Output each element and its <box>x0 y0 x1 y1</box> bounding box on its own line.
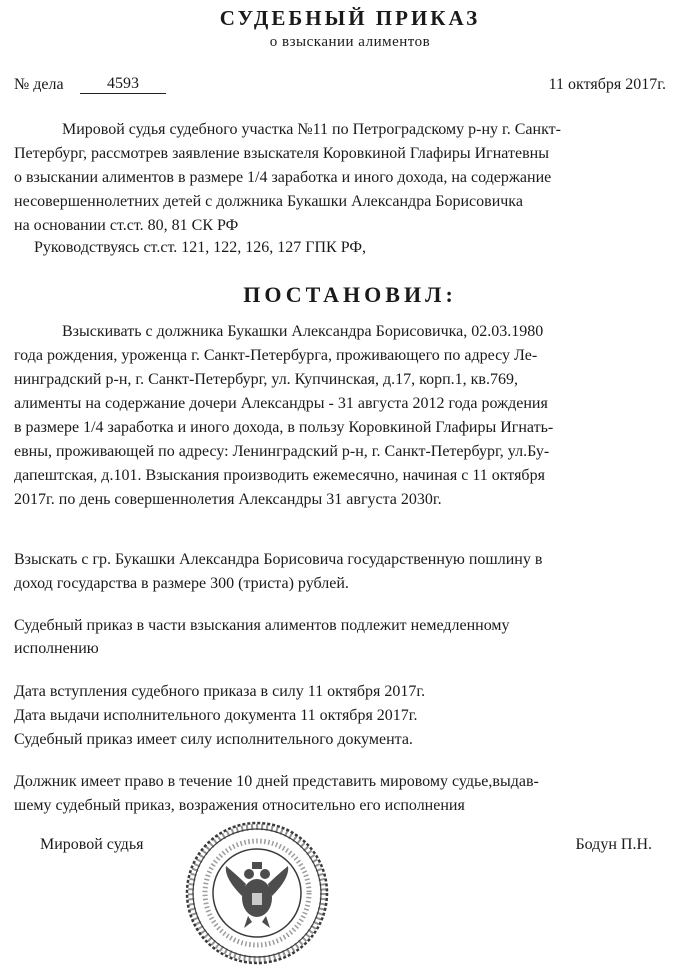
execution-line: исполнению <box>14 640 99 657</box>
case-number-value: 4593 <box>80 75 166 94</box>
decision-line: нинградский р-н, г. Санкт-Петербург, ул. Купчинская, д.17, корп.1, кв.769, <box>14 371 518 388</box>
case-number-label: № дела <box>14 76 64 93</box>
document-title: СУДЕБНЫЙ ПРИКАЗ <box>219 6 481 30</box>
decision-line: дапештская, д.101. Взыскания производить ежемесячно, начиная с 11 октября <box>14 467 545 484</box>
intro-line: о взыскании алиментов в размере 1/4 заработка и иного дохода, на содержание <box>14 169 552 186</box>
intro-line: Петербург, рассмотрев заявление взыскателя Коровкиной Глафиры Игнатевны <box>14 145 549 162</box>
fee-line: Взыскать с гр. Букашки Александра Борисовича государственную пошлину в <box>14 551 543 568</box>
intro-line: на основании ст.ст. 80, 81 СК РФ <box>14 217 239 234</box>
execution-line: Судебный приказ в части взыскания алиментов подлежит немедленному <box>14 617 510 634</box>
rights-line: шему судебный приказ, возражения относительно его исполнения <box>14 797 465 814</box>
dates-line: Судебный приказ имеет силу исполнительного документа. <box>14 731 413 748</box>
decision-line: Взыскивать с должника Букашки Александра Борисовичка, 02.03.1980 <box>62 323 544 340</box>
intro-line: Руководствуясь ст.ст. 121, 122, 126, 127 ГПК РФ, <box>34 239 366 256</box>
dates-line: Дата вступления судебного приказа в силу 11 октября 2017г. <box>14 683 426 700</box>
dates-line: Дата выдачи исполнительного документа 11 октября 2017г. <box>14 707 418 724</box>
fee-line: доход государства в размере 300 (триста) рублей. <box>14 575 349 592</box>
intro-line: несовершеннолетних детей с должника Букашки Александра Борисовичка <box>14 193 523 210</box>
decision-heading: ПОСТАНОВИЛ: <box>243 282 457 307</box>
intro-line: Мировой судья судебного участка №11 по Петроградскому р-ну г. Санкт- <box>62 121 561 138</box>
decision-line: евны, проживающей по адресу: Ленинградский р-н, г. Санкт-Петербург, ул.Бу- <box>14 443 550 460</box>
signature-name: Бодун П.Н. <box>575 836 652 853</box>
signature-role: Мировой судья <box>40 836 144 853</box>
document-date: 11 октября 2017г. <box>548 76 666 93</box>
decision-line: алименты на содержание дочери Александры - 31 августа 2012 года рождения <box>14 395 548 412</box>
rights-line: Должник имеет право в течение 10 дней представить мировому судье,выдав- <box>14 773 539 790</box>
decision-line: в размере 1/4 заработка и иного дохода, в пользу Коровкиной Глафиры Игнать- <box>14 419 554 436</box>
document-subtitle: о взыскании алиментов <box>269 34 431 50</box>
decision-line: года рождения, уроженца г. Санкт-Петербурга, проживающего по адресу Ле- <box>14 347 538 364</box>
court-seal-stamp <box>182 818 332 968</box>
decision-line: 2017г. по день совершеннолетия Александры 31 августа 2030г. <box>14 491 442 508</box>
